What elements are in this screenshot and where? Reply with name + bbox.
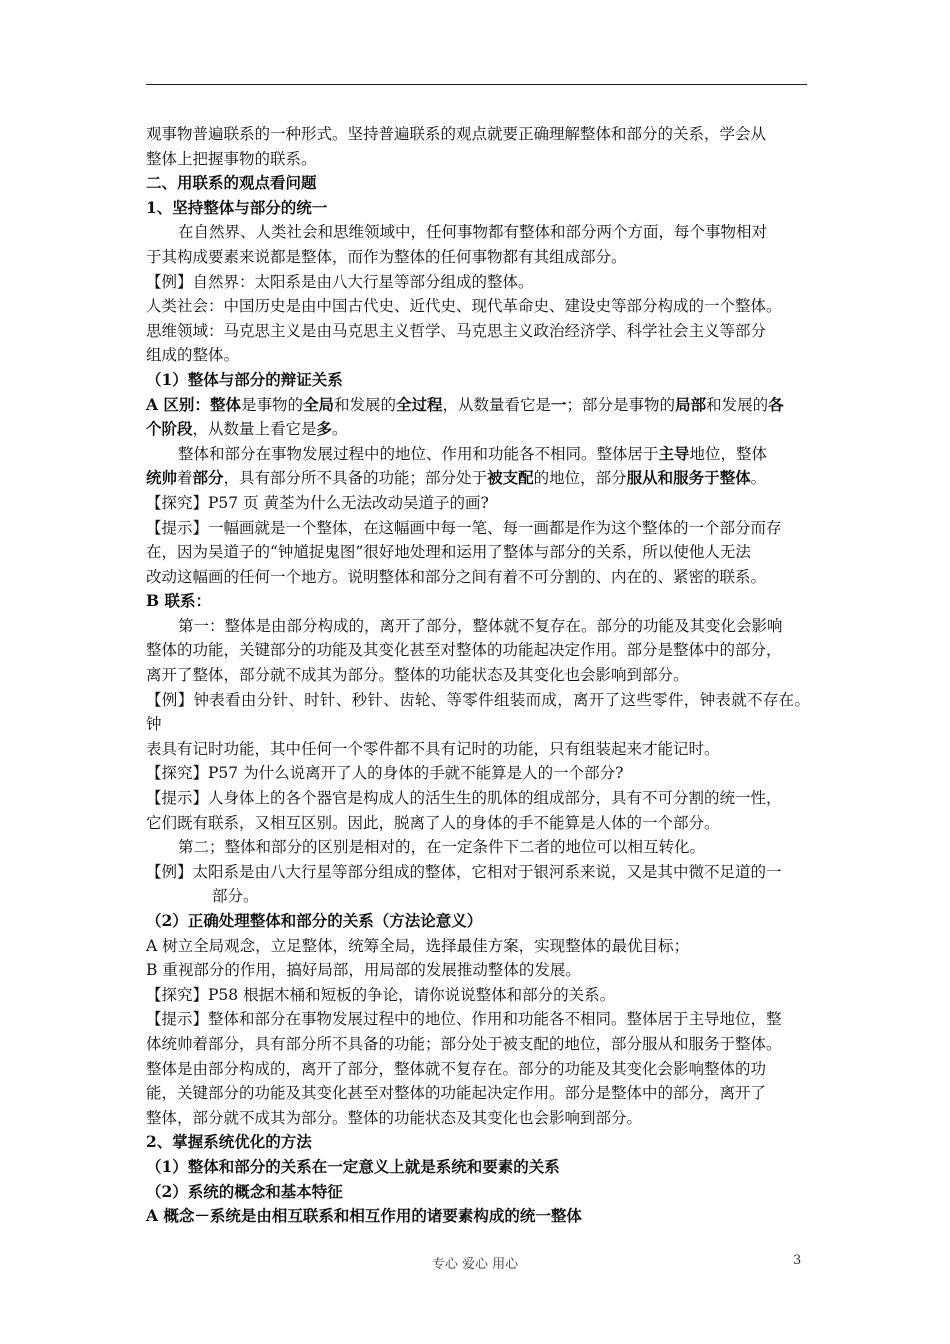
explore-line: 【探究】P57 为什么说离开了人的身体的手就不能算是人的一个部分? xyxy=(146,764,624,783)
text-line: 观事物普遍联系的一种形式。坚持普遍联系的观点就要正确理解整体和部分的关系，学会从 xyxy=(146,125,767,143)
header-rule xyxy=(146,84,807,85)
text-line: 部分。 xyxy=(212,887,259,906)
text: 。 xyxy=(332,420,348,439)
text-line xyxy=(146,466,810,491)
text: 地位，整体 xyxy=(689,444,768,463)
keyword: 全过程 xyxy=(396,394,443,414)
footer-motto: 专心 爱心 用心 xyxy=(431,1257,519,1272)
text: 是事物的 xyxy=(240,395,303,414)
keyword: 统帅 xyxy=(146,468,178,488)
text-line: 第一：整体是由部分构成的，离开了部分，整体就不复存在。部分的功能及其变化会影响 xyxy=(178,616,783,635)
explore-line: 【探究】P58 根据木桶和短板的争论，请你说说整体和部分的关系。 xyxy=(146,985,616,1004)
subsection-heading: A 概念－系统是由相互联系和相互作用的诸要素构成的统一整体 xyxy=(146,1206,582,1226)
text-line: 体统帅着部分，具有部分所不具备的功能；部分处于被支配的地位，部分服从和服务于整体。 xyxy=(146,1034,782,1053)
page-number: 3 xyxy=(793,1253,802,1268)
keyword: 部分 xyxy=(192,468,224,488)
text-line: 第二；整体和部分的区别是相对的，在一定条件下二者的地位可以相互转化。 xyxy=(178,838,706,857)
text-line: 整体上把握事物的联系。 xyxy=(146,149,317,168)
text-line: 人类社会：中国历史是由中国古代史、近代史、现代革命史、建设史等部分构成的一个整体。 xyxy=(146,297,782,316)
keyword: 一 xyxy=(551,394,567,414)
keyword: 全局 xyxy=(302,394,334,414)
keyword: 局部 xyxy=(675,394,707,414)
example-line: 【例】太阳系是由八大行星等部分组成的整体，它相对于银河系来说，又是其中微不足道的一 xyxy=(146,862,782,881)
text-line: 改动这幅画的任何一个地方。说明整体和部分之间有着不可分割的、内在的、紧密的联系。 xyxy=(146,567,767,586)
text-line: 它们既有联系，又相互区别。因此，脱离了人的身体的手不能算是人体的一个部分。 xyxy=(146,813,720,832)
text: 和发展的 xyxy=(333,395,396,414)
text-line: 组成的整体。 xyxy=(146,346,240,365)
explore-line: 【探究】P57 页 黄荃为什么无法改动吴道子的画? xyxy=(146,493,489,512)
hint-line: 【提示】整体和部分在事物发展过程中的地位、作用和功能各不相同。整体居于主导地位，整 xyxy=(146,1010,782,1029)
subsection-heading: 2、掌握系统优化的方法 xyxy=(146,1132,312,1152)
subsection-heading: （1）整体和部分的关系在一定意义上就是系统和要素的关系 xyxy=(146,1156,560,1176)
text: 和发展的 xyxy=(706,395,769,414)
text-line: 整体的功能，关键部分的功能及其变化甚至对整体的功能起决定作用。部分是整体中的部分， xyxy=(146,641,782,660)
text-line: 整体，部分就不成其为部分。整体的功能状态及其变化也会影响到部分。 xyxy=(146,1108,643,1127)
subsection-heading: （1）整体与部分的辩证关系 xyxy=(146,369,343,389)
text-line: 离开了整体，部分就不成其为部分。整体的功能状态及其变化也会影响到部分。 xyxy=(146,666,689,685)
subsection-heading: B 联系： xyxy=(146,591,211,611)
text-line: 在，因为吴道子的“钟馗捉鬼图”很好地处理和运用了整体与部分的关系，所以使他人无法 xyxy=(146,543,751,562)
example-line: 【例】自然界：太阳系是由八大行星等部分组成的整体。 xyxy=(146,272,534,291)
text-line: 能，关键部分的功能及其变化甚至对整体的功能起决定作用。部分是整体中的部分，离开了 xyxy=(146,1084,767,1103)
text: 。 xyxy=(750,469,767,488)
text: ，具有部分所不具备的功能；部分处于 xyxy=(223,469,488,488)
keyword: 整体 xyxy=(209,394,241,414)
subsection-heading: 1、坚持整体与部分的统一 xyxy=(146,197,328,217)
text: 整体和部分在事物发展过程中的地位、作用和功能各不相同。整体居于 xyxy=(178,444,659,463)
text-line: B 重视部分的作用，搞好局部，用局部的发展推动整体的发展。 xyxy=(146,961,581,980)
text: ，从数量上看它是 xyxy=(192,420,317,439)
text-line: 在自然界、人类社会和思维领域中，任何事物都有整体和部分两个方面，每个事物相对 xyxy=(178,223,768,242)
example-line: 【例】钟表看由分针、时针、秒针、齿轮、等零件组装而成，离开了这些零件，钟表就不存在。钟 xyxy=(146,690,810,734)
text-line xyxy=(146,442,810,467)
keyword: 多 xyxy=(316,419,333,439)
keyword: 个阶段 xyxy=(146,419,193,439)
keyword: 各 xyxy=(768,394,784,414)
hint-line: 【提示】一幅画就是一个整体，在这幅画中每一笔、每一画都是作为这个整体的一个部分而存 xyxy=(146,518,782,537)
text: 着 xyxy=(177,469,193,488)
keyword: 服从和服务于整体 xyxy=(626,468,751,488)
keyword: 被支配 xyxy=(487,468,534,488)
text: ，从数量看它是 xyxy=(442,395,552,414)
text-line: 整体是由部分构成的，离开了部分，整体就不复存在。部分的功能及其变化会影响整体的功 xyxy=(146,1059,767,1078)
text-line: 表具有记时功能，其中任何一个零件都不具有记时的功能，只有组装起来才能记时。 xyxy=(146,739,720,758)
text-line: 思维领域：马克思主义是由马克思主义哲学、马克思主义政治经济学、科学社会主义等部分 xyxy=(146,321,767,340)
keyword: 主导 xyxy=(658,443,690,463)
text-line xyxy=(146,417,810,442)
text: 的地位，部分 xyxy=(533,469,627,488)
text: ；部分是事物的 xyxy=(566,395,676,414)
hint-line: 【提示】人身体上的各个器官是构成人的活生生的肌体的组成部分，具有不可分割的统一性， xyxy=(146,789,782,808)
subsection-heading: （2）正确处理整体和部分的关系（方法论意义） xyxy=(146,911,483,930)
text-line: 于其构成要素来说都是整体，而作为整体的任何事物都有其组成部分。 xyxy=(146,247,627,266)
document-body xyxy=(146,122,810,1229)
text-line: A 树立全局观念，立足整体，统筹全局，选择最佳方案，实现整体的最优目标； xyxy=(146,936,690,955)
text-line-distinction xyxy=(146,393,810,418)
section-heading: 二、用联系的观点看问题 xyxy=(146,173,317,193)
subsection-heading: （2）系统的概念和基本特征 xyxy=(146,1181,343,1201)
label: A 区别： xyxy=(146,394,210,414)
